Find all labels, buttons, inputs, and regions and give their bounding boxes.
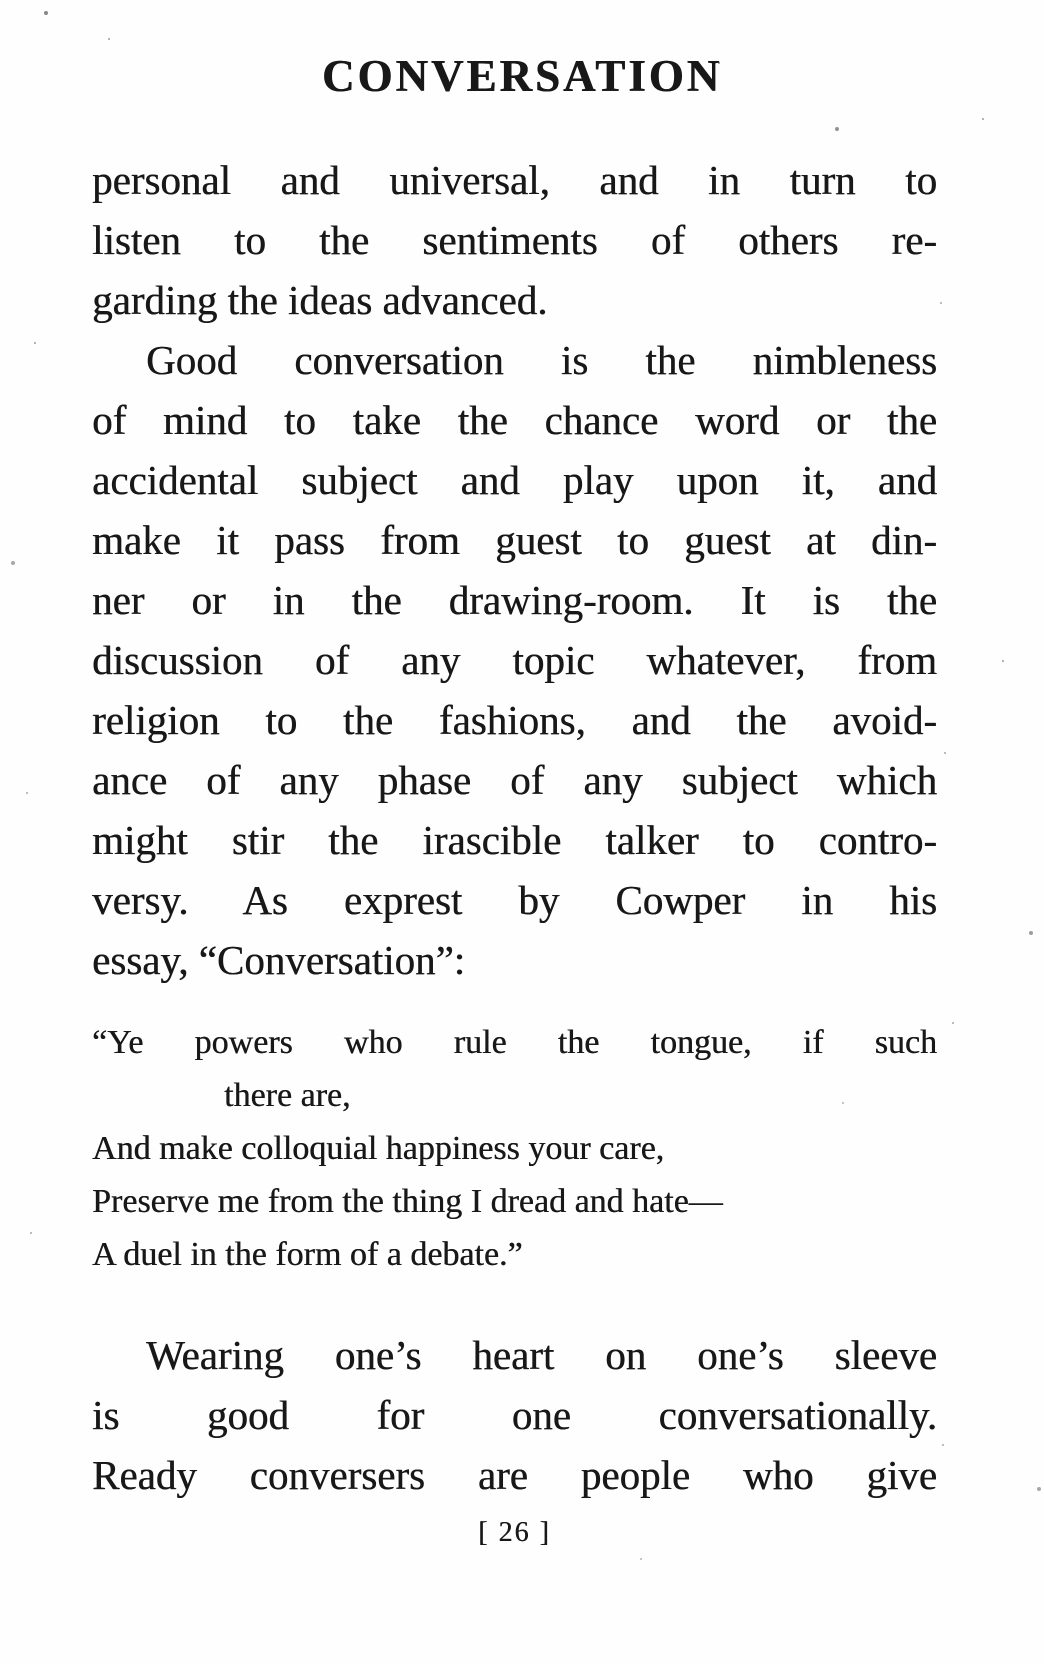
text-line: listen to the sentiments of others re- [92,217,937,263]
text-line: Good conversation is the nimbleness [146,337,937,383]
paragraph-3 [92,1325,937,1505]
text-line: essay, “Conversation”: [92,937,466,983]
verse-line: And make colloquial happiness your care, [92,1130,665,1167]
text-line: discussion of any topic whatever, from [92,637,937,683]
text-line: ner or in the drawing-room. It is the [92,577,937,623]
verse-line: Preserve me from the thing I dread and hate— [92,1183,723,1220]
page-heading: CONVERSATION [321,51,723,101]
text-line: personal and universal, and in turn to [92,157,937,203]
scan-noise-specks [0,0,2,2]
text-line: religion to the fashions, and the avoid- [92,697,937,743]
text-line: Ready conversers are people who give [92,1452,937,1498]
text-line: is good for one conversationally. [92,1392,937,1438]
verse-line: A duel in the form of a debate.” [92,1236,523,1273]
paragraph-1 [92,150,937,330]
verse-line: there are, [224,1077,351,1114]
paragraph-2 [92,330,937,990]
verse-line: “Ye powers who rule the tongue, if such [92,1024,937,1061]
text-block [92,150,937,1553]
text-line: might stir the irascible talker to contro- [92,817,937,863]
text-line: garding the ideas advanced. [92,277,548,323]
text-line: make it pass from guest to guest at din- [92,517,937,563]
text-line: Wearing one’s heart on one’s sleeve [146,1332,937,1378]
text-line: ance of any phase of any subject which [92,757,937,803]
verse-quote [92,1016,937,1281]
text-line: accidental subject and play upon it, and [92,457,937,503]
page-number: [ 26 ] [478,1517,551,1548]
text-line: versy. As exprest by Cowper in his [92,877,937,923]
text-line: of mind to take the chance word or the [92,397,937,443]
